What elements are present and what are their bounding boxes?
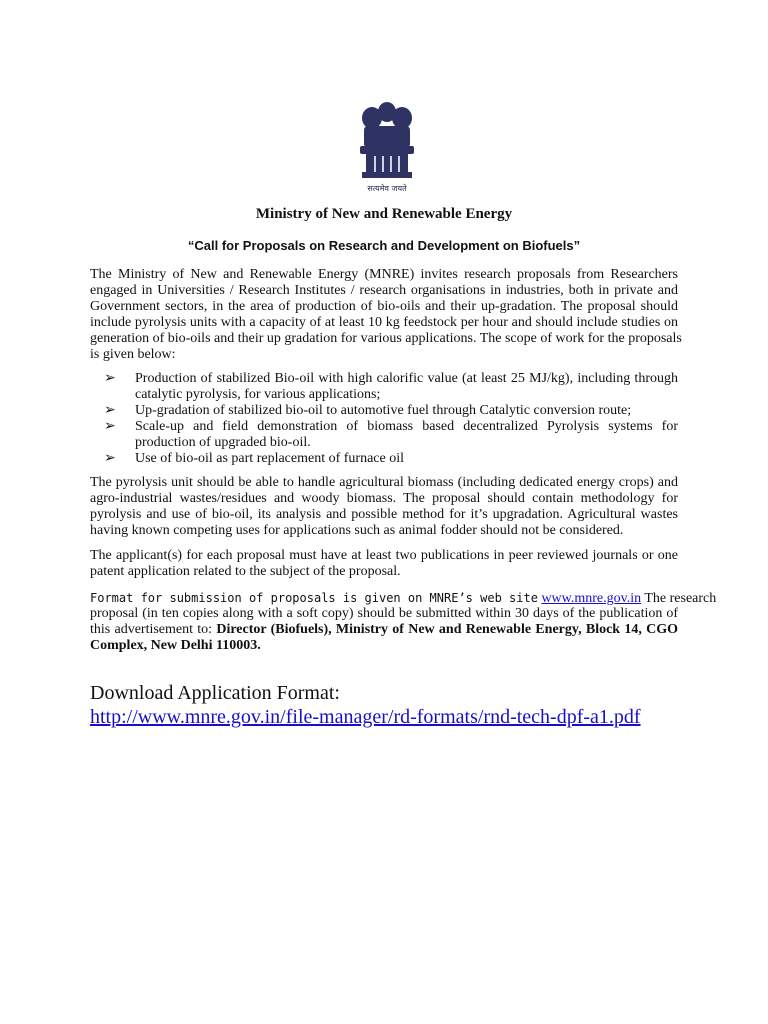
text-line: [90, 622, 678, 638]
text-line: Use of bio-oil as part replacement of furnace oil: [135, 451, 405, 466]
text-line: include pyrolysis units with a capacity of at least 10 kg feedstock per hour and should include studies on: [90, 315, 678, 330]
text-line: Government sectors, in the area of production of bio-oils and their up-gradation. The proposal should: [90, 299, 678, 314]
national-emblem-icon: [356, 98, 418, 194]
text-line: pyrolysis and use of bio-oil, its analysis and possible method for it’s upgradation. Agricultural wastes: [90, 507, 678, 522]
text-line: patent application related to the subject of the proposal.: [90, 564, 401, 579]
text-line: proposal (in ten copies along with a soft copy) should be submitted within 30 days of the publication of: [90, 606, 678, 621]
text-line: catalytic pyrolysis, for various applications;: [135, 387, 381, 402]
bullet-arrow-icon: ➢: [104, 451, 116, 466]
address-text: Complex, New Delhi 110003.: [90, 638, 261, 653]
text-line: engaged in Universities / Research Institutes / research organisations in industries, both in private and: [90, 283, 678, 298]
text-line: is given below:: [90, 347, 176, 362]
mnre-website-link[interactable]: www.mnre.gov.in: [541, 591, 642, 606]
text: The research: [644, 591, 717, 606]
text-line: Scale-up and field demonstration of biomass based decentralized Pyrolysis systems for: [135, 419, 678, 434]
eligibility-paragraph: [90, 548, 678, 580]
list-item: [135, 451, 678, 467]
list-item: [135, 419, 678, 451]
text-line: The pyrolysis unit should be able to handle agricultural biomass (including dedicated energy crops) and: [90, 475, 678, 490]
address-text: Director (Biofuels), Ministry of New and Renewable Energy, Block 14, CGO: [216, 622, 679, 637]
text-line: The applicant(s) for each proposal must have at least two publications in peer reviewed journals or one: [90, 548, 678, 563]
page-title: Ministry of New and Renewable Energy: [255, 206, 513, 222]
bullet-arrow-icon: ➢: [104, 403, 116, 418]
bullet-arrow-icon: ➢: [104, 371, 116, 386]
text-line: The Ministry of New and Renewable Energy (MNRE) invites research proposals from Researchers: [90, 267, 678, 282]
bullet-arrow-icon: ➢: [104, 419, 116, 434]
text-line: Production of stabilized Bio-oil with high calorific value (at least 25 MJ/kg), including through: [135, 371, 678, 386]
text-line: agro-industrial wastes/residues and woody biomass. The proposal should contain methodology for: [90, 491, 678, 506]
text: this advertisement to:: [90, 622, 213, 637]
text-line: generation of bio-oils and their up gradation for various applications. The scope of work for the proposals: [90, 331, 682, 346]
submission-paragraph: [90, 590, 717, 654]
text: Format for submission of proposals is given on MNRE’s web site: [90, 591, 538, 605]
page-subtitle: “Call for Proposals on Research and Development on Biofuels”: [187, 238, 581, 253]
text-line: having known competing uses for applications such as animal fodder should not be considered.: [90, 523, 624, 538]
download-format-link[interactable]: http://www.mnre.gov.in/file-manager/rd-formats/rnd-tech-dpf-a1.pdf: [90, 706, 641, 728]
download-label: Download Application Format:: [90, 682, 340, 704]
biomass-paragraph: [90, 475, 678, 539]
list-item: [135, 403, 678, 419]
text-line: production of upgraded bio-oil.: [135, 435, 311, 450]
text-line: Up-gradation of stabilized bio-oil to automotive fuel through Catalytic conversion route;: [135, 403, 632, 418]
text-line: [90, 590, 717, 606]
intro-paragraph: [90, 267, 682, 363]
emblem-motto: सत्यमेव जयते: [367, 184, 407, 193]
list-item: [135, 371, 678, 403]
